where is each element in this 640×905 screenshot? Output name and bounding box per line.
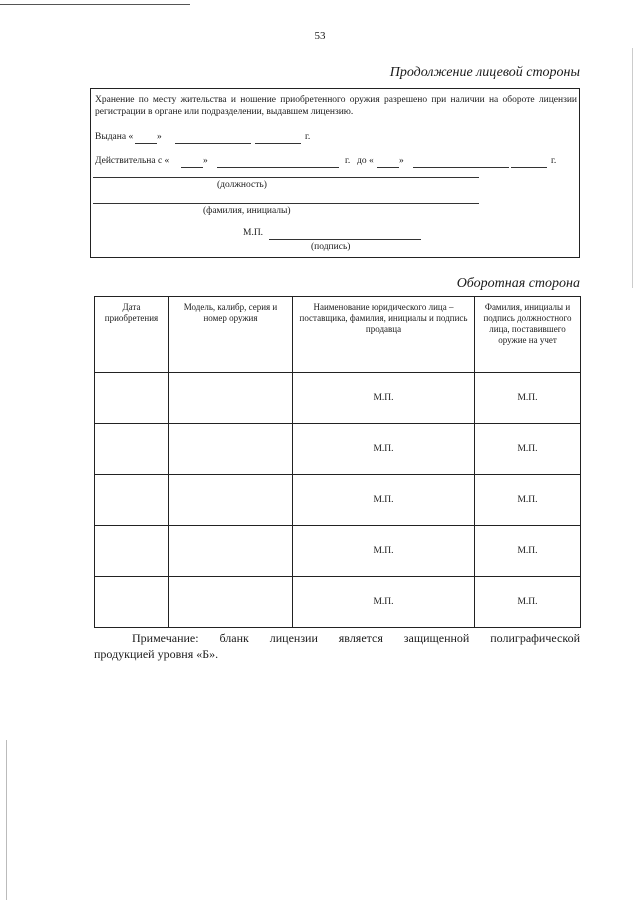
cell-model[interactable]	[169, 577, 293, 628]
valid-until-quote-close: »	[399, 156, 404, 166]
column-header-model: Модель, калибр, серия и номер оружия	[169, 297, 293, 373]
table-row	[95, 424, 581, 475]
scan-edge-line	[6, 740, 7, 900]
valid-until-label: до «	[357, 156, 374, 166]
position-blank[interactable]	[93, 177, 479, 178]
signature-caption: (подпись)	[311, 242, 351, 252]
issued-label: Выдана «	[95, 132, 134, 142]
cell-model[interactable]	[169, 373, 293, 424]
cell-registrar-stamp[interactable]: М.П.	[475, 475, 581, 526]
issued-day-blank[interactable]	[135, 143, 157, 144]
cell-model[interactable]	[169, 424, 293, 475]
issued-quote-close: »	[157, 132, 162, 142]
table-row	[95, 526, 581, 577]
stamp-label: М.П.	[243, 228, 264, 238]
top-rule	[0, 4, 190, 5]
storage-permission-text: Хранение по месту жительства и ношение приобретенного оружия разрешено при наличии на обороте лицензии регистрации в органе или подразделении, выдавшем лицензию.	[95, 95, 577, 117]
name-blank[interactable]	[93, 203, 479, 204]
valid-until-day-blank[interactable]	[377, 167, 399, 168]
table-row	[95, 373, 581, 424]
valid-from-quote-close: »	[203, 156, 208, 166]
cell-date[interactable]	[95, 475, 169, 526]
name-caption: (фамилия, инициалы)	[203, 206, 291, 216]
issued-month-blank[interactable]	[175, 143, 251, 144]
back-side-title: Оборотная сторона	[456, 276, 580, 291]
table-row	[95, 475, 581, 526]
cell-registrar-stamp[interactable]: М.П.	[475, 424, 581, 475]
cell-supplier-stamp[interactable]: М.П.	[293, 526, 475, 577]
position-caption: (должность)	[217, 180, 267, 190]
cell-supplier-stamp[interactable]: М.П.	[293, 373, 475, 424]
cell-model[interactable]	[169, 475, 293, 526]
table-header-row	[95, 297, 581, 373]
valid-from-year-suffix: г.	[345, 156, 351, 166]
valid-from-day-blank[interactable]	[181, 167, 203, 168]
valid-until-year-blank[interactable]	[511, 167, 547, 168]
column-header-registrar: Фамилия, инициалы и подпись должностного лица, поставившего оружие на учет	[475, 297, 581, 373]
valid-from-month-blank[interactable]	[217, 167, 339, 168]
cell-date[interactable]	[95, 373, 169, 424]
valid-until-year-suffix: г.	[551, 156, 557, 166]
cell-registrar-stamp[interactable]: М.П.	[475, 373, 581, 424]
note-line-2: продукцией уровня «Б».	[94, 647, 219, 661]
column-header-date: Дата приобретения	[95, 297, 169, 373]
cell-date[interactable]	[95, 577, 169, 628]
cell-date[interactable]	[95, 424, 169, 475]
front-side-box	[90, 88, 580, 258]
note	[94, 630, 580, 662]
page-number: 53	[314, 30, 326, 42]
cell-registrar-stamp[interactable]: М.П.	[475, 577, 581, 628]
cell-supplier-stamp[interactable]: М.П.	[293, 577, 475, 628]
valid-from-label: Действительна с «	[95, 156, 170, 166]
cell-date[interactable]	[95, 526, 169, 577]
cell-supplier-stamp[interactable]: М.П.	[293, 475, 475, 526]
column-header-supplier: Наименование юридического лица – поставщика, фамилия, инициалы и подпись продавца	[293, 297, 475, 373]
issued-year-suffix: г.	[305, 132, 311, 142]
issued-year-blank[interactable]	[255, 143, 301, 144]
table-row	[95, 577, 581, 628]
front-continuation-title: Продолжение лицевой стороны	[389, 65, 580, 80]
cell-model[interactable]	[169, 526, 293, 577]
note-line-1: Примечание: бланк лицензии является защищенной полиграфической	[132, 631, 580, 645]
cell-registrar-stamp[interactable]: М.П.	[475, 526, 581, 577]
cell-supplier-stamp[interactable]: М.П.	[293, 424, 475, 475]
scan-edge-line-right	[632, 48, 633, 288]
back-side-table	[94, 296, 581, 628]
valid-until-month-blank[interactable]	[413, 167, 509, 168]
signature-blank[interactable]	[269, 239, 421, 240]
